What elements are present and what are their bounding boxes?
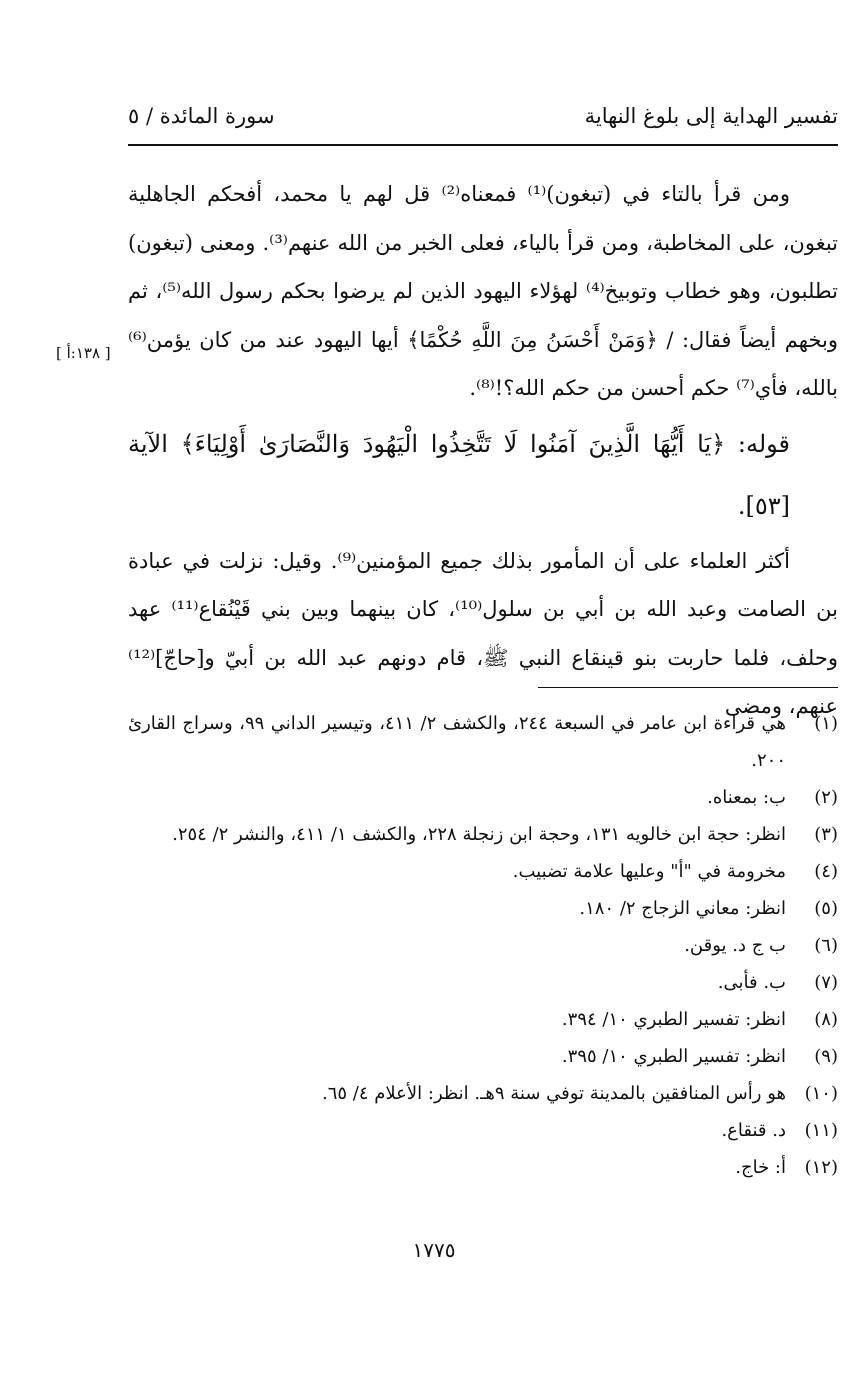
footnote-divider: [538, 687, 838, 688]
footnote-item: [128, 1149, 838, 1186]
footnote-number: (٢): [814, 787, 838, 808]
footnote-number: (١٠): [804, 1083, 838, 1104]
paragraph-1: ومن قرأ بالتاء في (تبغون)⁽¹⁾ فمعناه⁽²⁾ قل لهم يا محمد، أفحكم الجاهلية تبغون، على المخاطبة، ومن قرأ بالياء، فعلى الخبر من الله عنهم⁽³⁾. ومعنى (تبغون) تطلبون، وهو خطاب وتوبيخ⁽⁴⁾ لهؤلاء اليهود الذين لم يرضوا بحكم رسول الله⁽⁵⁾، ثم وبخهم أيضاً فقال: / ﴿وَمَنْ أَحْسَنُ مِنَ اللَّهِ حُكْمًا﴾ أيها اليهود عند من كان يؤمن⁽⁶⁾ بالله، فأي⁽⁷⁾ حكم أحسن من حكم الله؟!⁽⁸⁾.: [128, 182, 839, 400]
page-number: ١٧٧٥: [412, 1238, 456, 1262]
surah-label: سورة المائدة / ٥: [128, 104, 275, 128]
footnote-number: (٩): [814, 1046, 838, 1067]
footnote-text: أ: خاج.: [735, 1157, 786, 1178]
footnotes: [128, 705, 838, 1186]
footnote-text: ب: بمعناه.: [707, 787, 786, 808]
footnote-text: انظر: تفسير الطبري ١٠/ ٣٩٥.: [561, 1046, 786, 1067]
footnote-number: (٣): [814, 824, 838, 845]
paragraph-2: أكثر العلماء على أن المأمور بذلك جميع المؤمنين⁽⁹⁾. وقيل: نزلت في عبادة بن الصامت وعبد الله بن أبي بن سلول⁽¹⁰⁾، كان بينهما وبين بني قَيْنُقاع⁽¹¹⁾ عهد وحلف، فلما حاربت بنو قينقاع النبي ﷺ، قام دونهم عبد الله بن أبيّ و[حاجّ]⁽¹²⁾ عنهم، ومضى: [128, 548, 838, 718]
footnote-text: ب. فأبى.: [717, 972, 786, 993]
book-title: تفسير الهداية إلى بلوغ النهاية: [584, 104, 838, 128]
header-divider: [128, 144, 838, 146]
footnote-number: (٤): [814, 861, 838, 882]
footnote-item: [128, 779, 838, 816]
footnote-text: مخرومة في "أ" وعليها علامة تضبيب.: [512, 861, 786, 882]
footnote-item: [128, 853, 838, 890]
footnote-text: د. قنقاع.: [721, 1120, 786, 1141]
footnote-item: [128, 1038, 838, 1075]
footnote-number: (١١): [804, 1120, 838, 1141]
footnote-item: [128, 1112, 838, 1149]
running-header: [128, 100, 838, 140]
footnote-item: [128, 816, 838, 853]
footnote-item: [128, 890, 838, 927]
footnote-number: (١): [814, 713, 838, 734]
footnote-item: [128, 1001, 838, 1038]
quran-verse-line: قوله: ﴿يَا أَيُّهَا الَّذِينَ آمَنُوا لَا تَتَّخِذُوا الْيَهُودَ وَالنَّصَارَىٰ أَوْلِيَاءَ﴾ الآية [٥٣].: [128, 429, 790, 520]
footnote-number: (١٢): [804, 1157, 838, 1178]
footnote-text: هو رأس المنافقين بالمدينة توفي سنة ٩هـ. انظر: الأعلام ٤/ ٦٥.: [322, 1083, 786, 1104]
footnote-number: (٧): [814, 972, 838, 993]
footnote-item: [128, 964, 838, 1001]
footnote-text: ب ج د. يوقن.: [684, 935, 786, 956]
footnote-item: [128, 705, 838, 779]
footnote-text: انظر: معاني الزجاج ٢/ ١٨٠.: [579, 898, 786, 919]
footnote-number: (٨): [814, 1009, 838, 1030]
footnote-number: (٥): [814, 898, 838, 919]
footnote-number: (٦): [814, 935, 838, 956]
footnote-item: [128, 1075, 838, 1112]
footnote-text: هي قراءة ابن عامر في السبعة ٢٤٤، والكشف ٢/ ٤١١، وتيسير الداني ٩٩، وسراج القارئ ٢٠٠.: [128, 713, 787, 771]
footnote-text: انظر: حجة ابن خالويه ١٣١، وحجة ابن زنجلة ٢٢٨، والكشف ١/ ٤١١، والنشر ٢/ ٢٥٤.: [172, 824, 786, 845]
manuscript-folio-ref: [ ١٣٨:أ ]: [56, 344, 111, 362]
main-text: [128, 170, 838, 731]
footnote-text: انظر: تفسير الطبري ١٠/ ٣٩٤.: [561, 1009, 786, 1030]
footnote-item: [128, 927, 838, 964]
